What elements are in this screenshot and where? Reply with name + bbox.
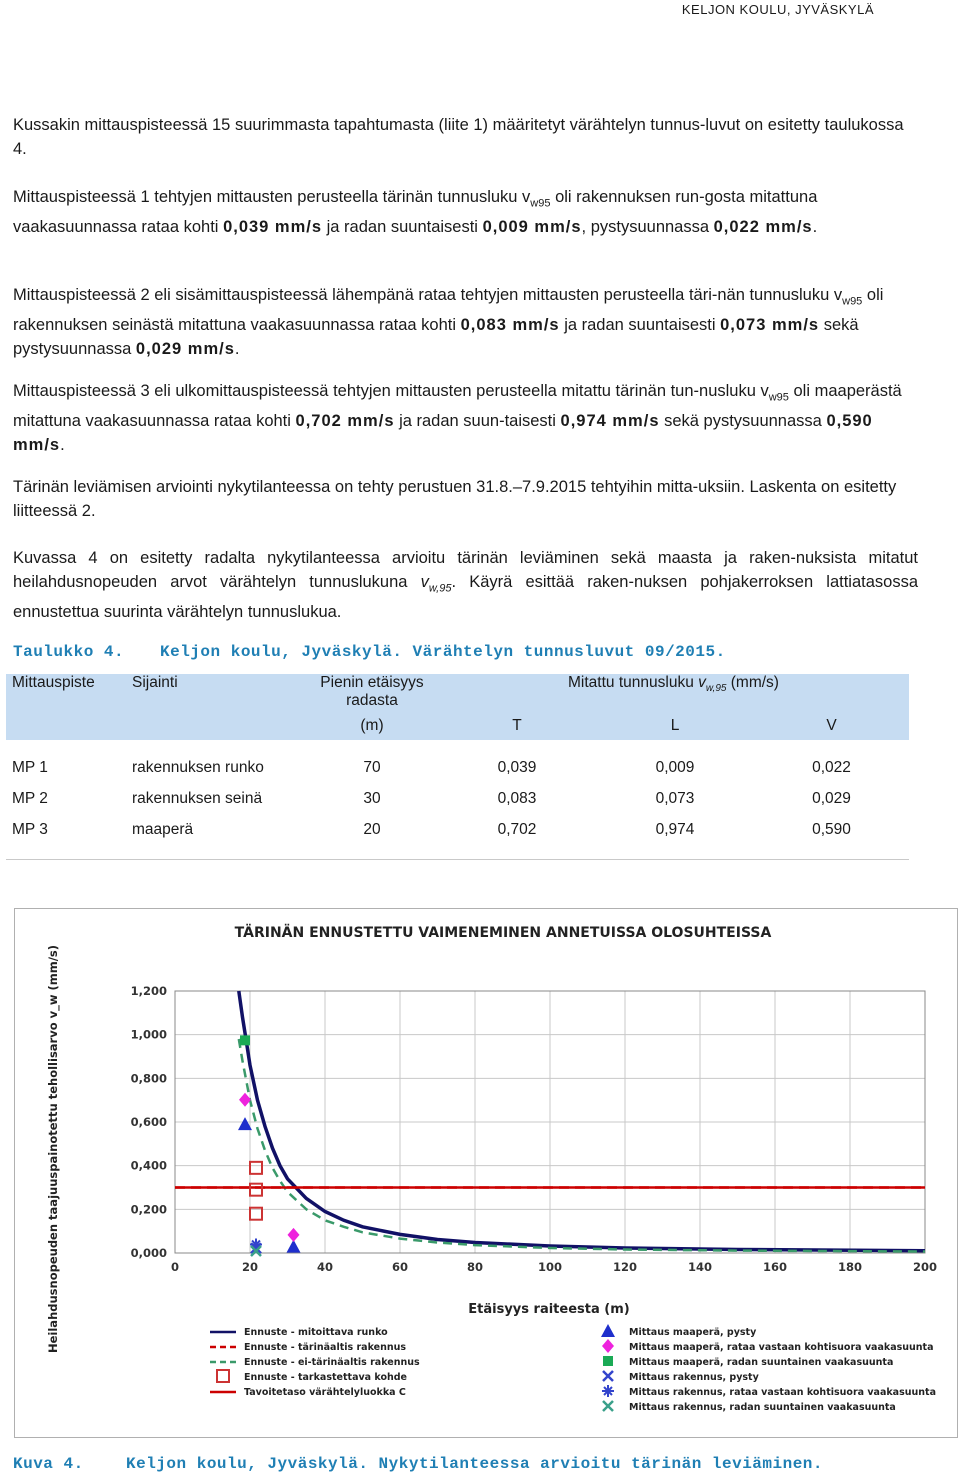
legend-item (603, 1356, 893, 1368)
open-square-marker (250, 1184, 262, 1196)
star-marker (250, 1238, 262, 1250)
header-point: Mittauspiste (6, 674, 126, 712)
legend-item (602, 1385, 936, 1398)
legend-label: Mittaus maaperä, rataa vastaan kohtisuora vaakasuunta (629, 1342, 934, 1353)
legend-label: Ennuste - ei-tärinäaltis rakennus (244, 1357, 420, 1368)
table-row: MP 3 maaperä 20 0,702 0,974 0,590 (12, 820, 851, 838)
x-tick-label: 40 (316, 1260, 334, 1274)
y-axis-ticks (131, 984, 167, 1260)
legend-item (210, 1357, 420, 1368)
paragraph-assessment: Tärinän leviämisen arviointi nykytilanteessa on tehty perustuen 31.8.–7.9.2015 tehtyihin mitta-uksiin. Laskenta on esitetty liitteessä 2. (13, 478, 897, 520)
legend-item (603, 1371, 760, 1383)
legend-item (210, 1387, 406, 1398)
table-header-row (6, 674, 909, 712)
x-tick-label: 80 (466, 1260, 484, 1274)
series-line (239, 991, 925, 1251)
legend-item (603, 1401, 896, 1413)
paragraph-figure-intro: Kuvassa 4 on esitetty radalta nykytilanteessa arvioitu tärinän leviäminen sekä maasta ja raken-nuksista mitatut heilahdusnopeuden arvot värähtelyn tunnuslukuna $v_{w,95}$. Käyrä esittää raken-nuksen pohjakerroksen lattiatasossa ennustettua suurinta värähtelyn tunnuslukua. (13, 549, 918, 622)
square-marker (240, 1035, 250, 1045)
chart-grid (175, 991, 925, 1253)
y-tick-label: 0,200 (130, 1202, 167, 1217)
figure-caption: Kuva 4. Keljon koulu, Jyväskylä. Nykytilanteessa arvioitu tärinän leviäminen. (13, 1455, 824, 1473)
diamond-marker (602, 1339, 614, 1353)
x-tick-label: 140 (687, 1260, 713, 1274)
legend-label: Ennuste - mitoittava runko (244, 1327, 388, 1338)
star-marker (602, 1385, 614, 1397)
y-tick-label: 0,400 (130, 1158, 167, 1173)
vibration-chart-figure (14, 908, 958, 1438)
header-l: L (596, 712, 754, 740)
legend-item (602, 1339, 934, 1353)
chart-markers (238, 1035, 301, 1256)
diamond-marker (239, 1093, 251, 1107)
paragraph-mp2: Mittauspisteessä 2 eli sisämittauspisteessä lähempänä rataa tehtyjen mittausten perusteella täri-nän tunnusluku $v_{w95}$ oli rakennuksen seinästä mitattuna vaakasuunnassa rataa kohti 0,083 mm/s ja radan suuntaisesti 0,073 mm/s sekä pystysuunnassa 0,029 mm/s. (13, 286, 884, 359)
y-tick-label: 1,200 (130, 984, 167, 998)
x-axis-label: Etäisyys raiteesta (m) (468, 1302, 630, 1317)
header-measured: Mitattu tunnusluku $v_{w,95}$ (mm/s) (438, 674, 909, 712)
x-tick-label: 180 (837, 1260, 863, 1274)
page-running-header: KELJON KOULU, JYVÄSKYLÄ (681, 2, 874, 17)
legend-label: Tavoitetaso värähtelyluokka C (244, 1387, 406, 1398)
vibration-chart (15, 909, 957, 1437)
legend-label: Ennuste - tarkastettava kohde (244, 1372, 407, 1383)
vibration-table (6, 674, 909, 860)
open-square-marker (250, 1162, 262, 1174)
legend-label: Mittaus rakennus, rataa vastaan kohtisuora vaakasuunta (629, 1387, 936, 1398)
chart-legend (210, 1324, 936, 1413)
chart-title: TÄRINÄN ENNUSTETTU VAIMENEMINEN ANNETUISSA OLOSUHTEISSA (234, 925, 772, 941)
header-t: T (438, 712, 596, 740)
legend-label: Mittaus rakennus, pysty (629, 1372, 759, 1383)
x-tick-label: 60 (391, 1260, 409, 1274)
header-distance: Pienin etäisyys radasta (306, 674, 438, 712)
legend-label: Mittaus maaperä, pysty (629, 1327, 757, 1338)
table-row: MP 2 rakennuksen seinä 30 0,083 0,073 0,029 (12, 789, 851, 807)
y-tick-label: 0,800 (130, 1071, 167, 1086)
legend-item (601, 1324, 757, 1338)
legend-item (217, 1370, 407, 1383)
legend-label: Mittaus maaperä, radan suuntainen vaakasuunta (629, 1357, 894, 1368)
table-caption: Taulukko 4. Keljon koulu, Jyväskylä. Värähtelyn tunnusluvut 09/2015. (13, 643, 726, 661)
legend-label: Ennuste - tärinäaltis rakennus (244, 1342, 407, 1353)
open-square-marker (217, 1370, 229, 1382)
x-axis-ticks (171, 1260, 937, 1274)
header-location: Sijainti (126, 674, 306, 712)
y-tick-label: 0,600 (130, 1115, 167, 1129)
table-row: MP 1 rakennuksen runko 70 0,039 0,009 0,022 (12, 758, 851, 776)
x-tick-label: 100 (537, 1260, 563, 1274)
y-tick-label: 1,000 (130, 1027, 167, 1042)
legend-item (210, 1327, 388, 1338)
x-tick-label: 120 (612, 1260, 638, 1274)
square-marker (603, 1356, 613, 1366)
x-tick-label: 20 (241, 1260, 259, 1274)
x-tick-label: 0 (170, 1260, 180, 1274)
table-subheader-row (6, 712, 909, 740)
legend-label: Mittaus rakennus, radan suuntainen vaakasuunta (629, 1402, 896, 1413)
y-tick-label: 0,000 (130, 1246, 167, 1260)
header-unit-m: (m) (306, 712, 438, 740)
x-tick-label: 200 (912, 1260, 938, 1274)
paragraph-mp3: Mittauspisteessä 3 eli ulkomittauspisteessä tehtyjen mittausten perusteella mitattu tärinän tun-nusluku $v_{w95}$ oli maaperästä mitattuna vaakasuunnassa rataa kohti 0,702 mm/s ja radan suun-taisesti 0,974 mm/s sekä pystysuunnassa 0,590 mm/s. (13, 382, 902, 455)
triangle-marker (601, 1324, 615, 1337)
x-marker (603, 1371, 613, 1381)
x-marker (603, 1401, 613, 1411)
paragraph-intro: Kussakin mittauspisteessä 15 suurimmasta tapahtumasta (liite 1) määritetyt värähtelyn tunnus-luvut on esitetty taulukossa 4. (13, 116, 904, 158)
header-v: V (754, 712, 909, 740)
diamond-marker (288, 1228, 300, 1242)
legend-item (210, 1342, 406, 1353)
paragraph-mp1: Mittauspisteessä 1 tehtyjen mittausten perusteella tärinän tunnusluku $v_{w95}$ oli rakennuksen run-gosta mitattuna vaakasuunnassa rataa kohti 0,039 mm/s ja radan suuntaisesti 0,009 mm/s, pystysuunnassa 0,022 mm/s. (13, 188, 818, 237)
y-axis-label: Heilahdusnopeuden taajuuspainotettu tehollisarvo v_w (mm/s) (46, 944, 60, 1354)
x-tick-label: 160 (762, 1260, 788, 1274)
